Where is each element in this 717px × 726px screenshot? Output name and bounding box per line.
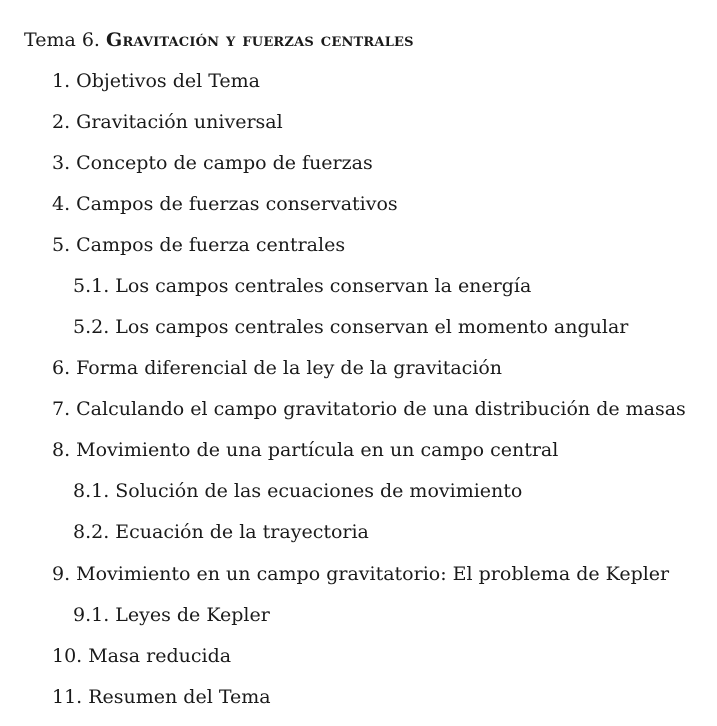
toc-item-label: Calculando el campo gravitatorio de una distribución de masas: [76, 398, 686, 420]
toc-item-number: 3.: [52, 152, 71, 174]
toc-item-number: 2.: [52, 111, 71, 133]
toc-item-9-1: [73, 603, 270, 627]
toc-item-8-2: [73, 520, 369, 544]
toc-item-label: Los campos centrales conservan el momento angular: [115, 316, 629, 338]
toc-item-number: 8.1.: [73, 480, 110, 502]
toc-item-number: 9.1.: [73, 604, 110, 626]
toc-item-label: Movimiento de una partícula en un campo central: [76, 439, 559, 461]
chapter-title: Gravitación y fuerzas centrales: [106, 29, 414, 51]
toc-item-5: [52, 233, 345, 257]
toc-item-number: 8.: [52, 439, 71, 461]
toc-item-label: Resumen del Tema: [88, 686, 271, 708]
toc-item-number: 1.: [52, 70, 71, 92]
toc-item-4: [52, 192, 398, 216]
toc-item-number: 5.2.: [73, 316, 110, 338]
toc-item-label: Campos de fuerza centrales: [76, 234, 346, 256]
toc-item-number: 7.: [52, 398, 71, 420]
toc-item-label: Gravitación universal: [76, 111, 283, 133]
toc-item-5-2: [73, 315, 628, 339]
toc-item-number: 10.: [52, 645, 83, 667]
toc-item-9: [52, 562, 669, 586]
toc-item-number: 6.: [52, 357, 71, 379]
toc-item-number: 8.2.: [73, 521, 110, 543]
toc-item-3: [52, 151, 373, 175]
chapter-heading: [24, 28, 414, 52]
toc-item-label: Concepto de campo de fuerzas: [76, 152, 373, 174]
toc-item-label: Movimiento en un campo gravitatorio: El problema de Kepler: [76, 563, 670, 585]
toc-item-number: 9.: [52, 563, 71, 585]
toc-item-11: [52, 685, 271, 709]
toc-item-label: Forma diferencial de la ley de la gravitación: [76, 357, 503, 379]
toc-item-number: 11.: [52, 686, 83, 708]
toc-item-label: Leyes de Kepler: [115, 604, 270, 626]
toc-item-5-1: [73, 274, 531, 298]
chapter-prefix: Tema 6.: [24, 29, 100, 51]
toc-item-number: 5.1.: [73, 275, 110, 297]
toc-item-number: 5.: [52, 234, 71, 256]
toc-item-label: Masa reducida: [88, 645, 232, 667]
toc-item-6: [52, 356, 502, 380]
toc-item-label: Campos de fuerzas conservativos: [76, 193, 398, 215]
toc-item-10: [52, 644, 231, 668]
toc-item-label: Ecuación de la trayectoria: [115, 521, 369, 543]
toc-item-label: Objetivos del Tema: [76, 70, 260, 92]
toc-item-7: [52, 397, 686, 421]
toc-item-8-1: [73, 479, 522, 503]
toc-item-2: [52, 110, 283, 134]
toc-item-label: Los campos centrales conservan la energía: [115, 275, 532, 297]
toc-item-1: [52, 69, 260, 93]
toc-item-8: [52, 438, 558, 462]
toc-item-label: Solución de las ecuaciones de movimiento: [115, 480, 523, 502]
toc-item-number: 4.: [52, 193, 71, 215]
